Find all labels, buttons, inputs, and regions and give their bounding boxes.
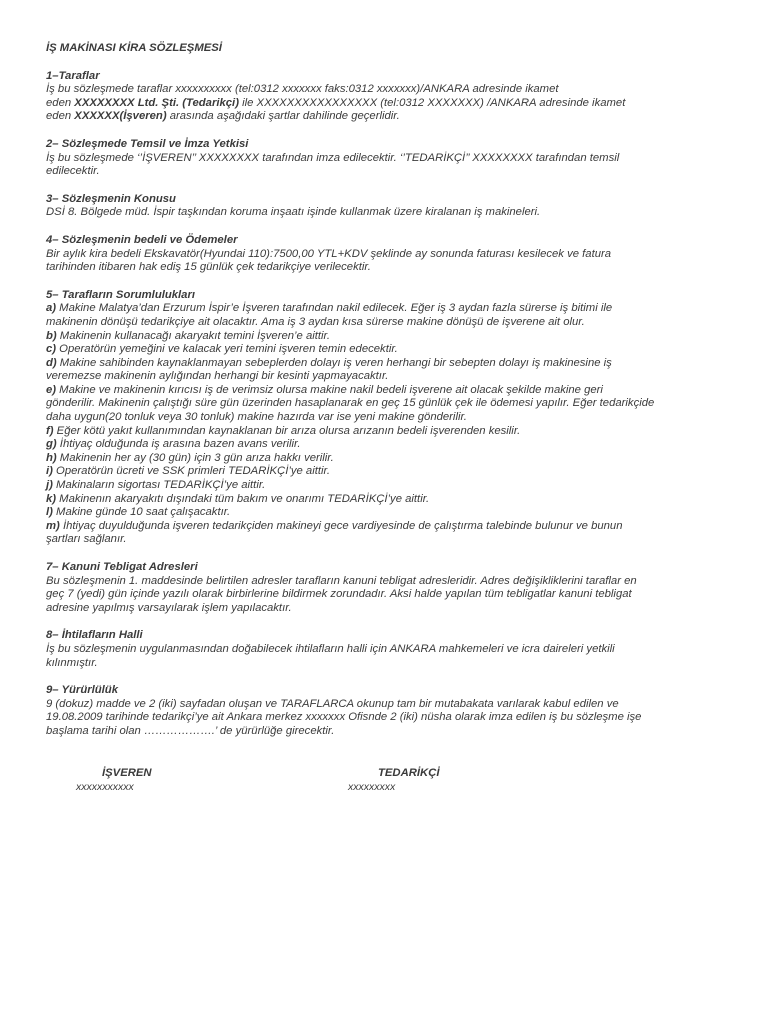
list-item: [46, 357, 754, 371]
item-letter: l): [46, 506, 53, 519]
supplier-signature-title: TEDARİKÇİ: [378, 767, 440, 779]
item-letter: j): [46, 479, 53, 492]
item-letter: k): [46, 492, 57, 505]
section-heading: 7– Kanuni Tebligat Adresleri: [46, 561, 198, 573]
list-item: [46, 520, 754, 534]
paragraph-line: gönderilir. Makinenin çalıştığı süre gün üzerinden hasaplanarak en geç 15 günlük çek ile ödemesi yapılır. Eğer tedarikçide: [46, 397, 655, 410]
paragraph-line: [46, 110, 754, 124]
paragraph-line: makinenin dönüşü tedarikçiye ait olacaktır. Ama iş 3 aydan kısa sürerse makine dönüşü de işverene ait olur.: [46, 315, 585, 328]
paragraph-line: İş bu sözleşmede ‘’İŞVEREN’’ XXXXXXXX tarafından imza edilecektir. ‘’TEDARİKÇİ’’ XXXXXXXX tarafından temsil: [46, 151, 620, 164]
section-heading: 9– Yürürlülük: [46, 684, 118, 697]
paragraph-line: daha uygun(20 tonluk veya 30 tonluk) makine hazırda var ise yeni makine gönderilir.: [46, 411, 467, 424]
paragraph-line: şartları sağlanır.: [46, 533, 127, 546]
paragraph-line: [46, 97, 754, 111]
item-text: Makinenin her ay (30 gün) için 3 gün arıza hakkı verilir.: [56, 451, 334, 464]
list-item: [46, 438, 754, 452]
signature-area: [0, 767, 768, 807]
item-letter: h): [46, 451, 57, 464]
item-letter: e): [46, 383, 57, 396]
list-item: [46, 425, 754, 439]
item-letter: i): [46, 465, 53, 478]
paragraph-line: DSİ 8. Bölgede müd. İspir taşkından koruma inşaatı işinde kullanmak üzere kiralanan iş makineleri.: [46, 206, 541, 219]
item-text: Makine sahibinden kaynaklanmayan sebeplerden dolayı iş veren herhangi bir sebepten dolayı iş makinesine iş: [56, 356, 612, 369]
paragraph-line: başlama tarihi olan ……………….’ de yürürlüğe girecektir.: [46, 724, 335, 737]
item-text: Makinenın akaryakıtı dışındaki tüm bakım ve onarımı TEDARİKÇİ’ye aittir.: [56, 492, 430, 505]
item-letter: b): [46, 329, 57, 342]
item-text: Eğer kötü yakıt kullanımından kaynaklanan bir arıza olursa arızanın bedeli işverenden kesilir.: [53, 424, 521, 437]
section-heading: 2– Sözleşmede Temsil ve İmza Yetkisi: [46, 137, 249, 150]
item-text: Operatörün yemeğini ve kalacak yeri temini işveren temin edecektir.: [56, 343, 398, 356]
list-item: [46, 384, 754, 398]
employer-signature-name: xxxxxxxxxxx: [76, 780, 134, 793]
section-subject: [46, 193, 754, 220]
item-letter: c): [46, 343, 57, 356]
list-item: [46, 493, 754, 507]
employer-signature-title: İŞVEREN: [102, 767, 152, 779]
paragraph-line: İş bu sözleşmede taraflar xxxxxxxxxx (tel:0312 xxxxxxx faks:0312 xxxxxxx)/ANKARA adresinde ikamet: [46, 83, 559, 96]
list-item: [46, 343, 754, 357]
text-run: ile XXXXXXXXXXXXXXXX (tel:0312 XXXXXXX) /ANKARA adresinde ikamet: [238, 96, 626, 109]
supplier-name: XXXXXXXX Ltd. Şti. (Tedarikçi): [74, 96, 239, 109]
paragraph-line: İş bu sözleşmenin uygulanmasından doğabilecek ihtilafların halli için ANKARA mahkemeleri ve icra daireleri yetkili: [46, 642, 615, 655]
section-validity: [46, 684, 754, 738]
section-heading: 3– Sözleşmenin Konusu: [46, 192, 176, 205]
item-letter: m): [46, 519, 60, 532]
item-letter: a): [46, 302, 57, 315]
paragraph-line: adresine yapılmış varsayılarak işlem yapılacaktır.: [46, 601, 292, 614]
section-heading: 8– İhtilafların Halli: [46, 629, 143, 642]
section-heading: 1–Taraflar: [46, 69, 100, 82]
item-letter: g): [46, 438, 57, 451]
item-text: Makine ve makinenin kırıcısı iş de verimsiz olursa makine nakil bedeli işverene ait olacak şekilde makine geri: [56, 383, 603, 396]
section-disputes: [46, 629, 754, 670]
paragraph-line: kılınmıştır.: [46, 656, 98, 669]
employer-signature-block: [76, 767, 152, 794]
document-title: İŞ MAKİNASI KİRA SÖZLEŞMESİ: [46, 42, 222, 54]
item-text: İhtiyaç olduğunda iş arasına bazen avans verilir.: [56, 438, 301, 451]
paragraph-line: 19.08.2009 tarihinde tedarikçi’ye ait Ankara merkez xxxxxxx Ofisnde 2 (iki) nüsha olarak imza edilen iş bu sözleşme işe: [46, 711, 642, 724]
section-parties: [46, 70, 754, 124]
section-heading: 5– Tarafların Sorumlulukları: [46, 288, 195, 301]
section-notification-addresses: [46, 561, 754, 615]
paragraph-line: geç 7 (yedi) gün içinde yazılı olarak birbirlerine bildirmek zorundadır. Aksi halde yapılan tüm tebligatlar kanuni tebligat: [46, 588, 632, 601]
section-heading: 4– Sözleşmenin bedeli ve Ödemeler: [46, 233, 238, 246]
list-item: [46, 506, 754, 520]
item-text: Makine Malatya’dan Erzurum İspir’e İşveren tarafından nakil edilecek. Eğer iş 3 aydan fazla sürerse iş bitimi ile: [56, 302, 613, 315]
text-run: eden: [46, 110, 75, 123]
list-item: [46, 479, 754, 493]
list-item: [46, 302, 754, 316]
text-run: arasında aşağıdaki şartlar dahilinde geçerlidir.: [166, 110, 400, 123]
item-text: İhtiyaç duyulduğunda işveren tedarikçiden makineyi gece vardiyesinde de çalıştırma talebinde bulunur ve bunun: [59, 519, 623, 532]
section-representation: [46, 138, 754, 179]
text-run: eden: [46, 96, 75, 109]
supplier-signature-block: [348, 767, 440, 794]
item-text: Makinenin kullanacağı akaryakıt temini İşveren’e aittir.: [56, 329, 331, 342]
item-letter: f): [46, 424, 54, 437]
paragraph-line: edilecektir.: [46, 165, 100, 178]
item-text: Operatörün ücreti ve SSK primleri TEDARİKÇİ’ye aittir.: [52, 465, 330, 478]
list-item: [46, 330, 754, 344]
item-text: Makinaların sigortası TEDARİKÇİ’ye aittir.: [52, 479, 266, 492]
paragraph-line: veremezse makinenin aylığından herhangi bir kesinti yapmayacaktır.: [46, 370, 389, 383]
paragraph-line: 9 (dokuz) madde ve 2 (iki) sayfadan oluşan ve TARAFLARCA okunup tam bir mutabakata varılarak kabul edilen ve: [46, 697, 619, 710]
section-payments: [46, 234, 754, 275]
supplier-signature-name: xxxxxxxxx: [348, 780, 396, 793]
list-item: [46, 452, 754, 466]
list-item: [46, 465, 754, 479]
paragraph-line: Bir aylık kira bedeli Ekskavatör(Hyundai 110):7500,00 YTL+KDV şeklinde ay sonunda faturası kesilecek ve fatura: [46, 247, 612, 260]
employer-name: XXXXXX(İşveren): [74, 110, 167, 123]
item-letter: d): [46, 356, 57, 369]
paragraph-line: tarihinden itibaren hak ediş 15 günlük çek tedarikçiye verilecektir.: [46, 261, 371, 274]
item-text: Makine günde 10 saat çalışacaktır.: [52, 506, 231, 519]
section-responsibilities: [46, 289, 754, 547]
paragraph-line: Bu sözleşmenin 1. maddesinde belirtilen adresler tarafların kanuni tebligat adresleridir. Adres değişikliklerini taraflar en: [46, 574, 637, 587]
